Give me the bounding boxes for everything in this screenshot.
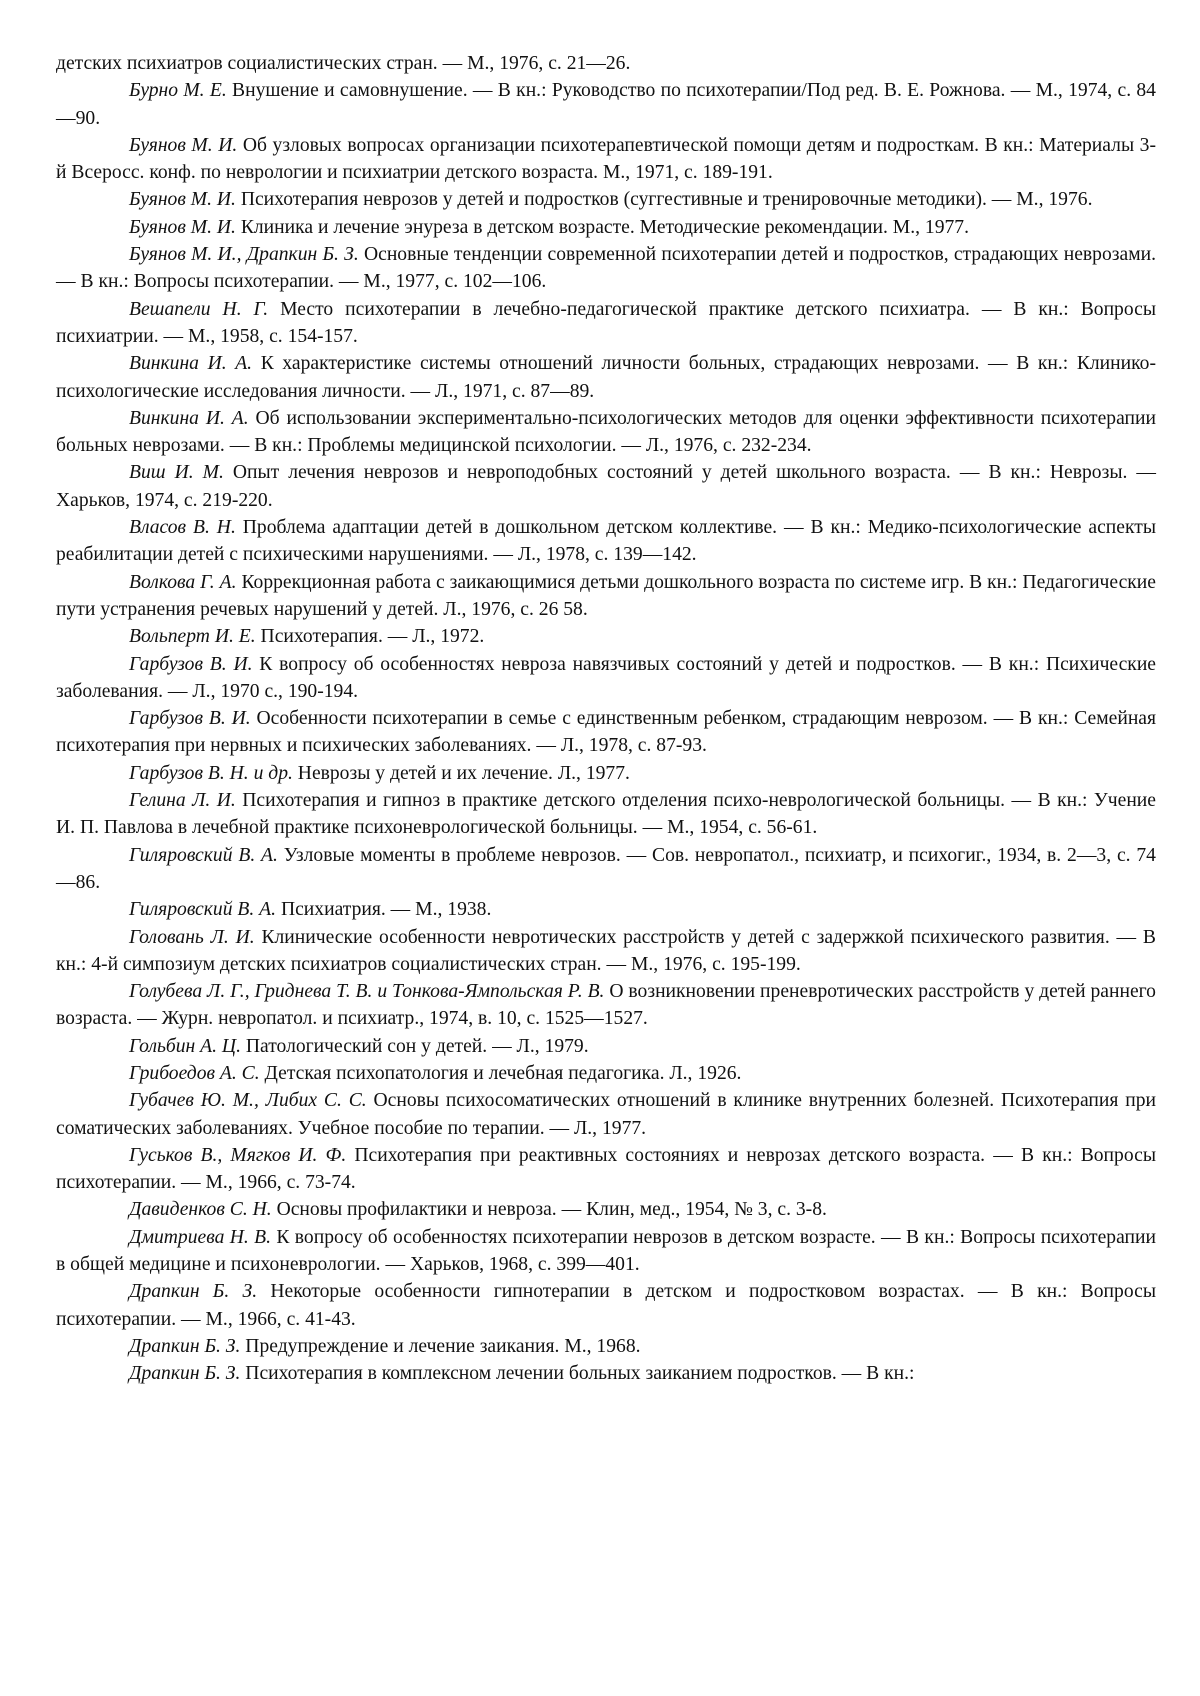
bibliography-entry-9 [56, 405, 1156, 460]
entry-author: Буянов М. И. [129, 216, 236, 238]
entry-author: Гиляровский В. А. [129, 844, 278, 866]
entry-author: Гарбузов В. И. [129, 708, 251, 730]
entry-text: К характеристике системы отношений личности больных, страдающих неврозами. — В кн.: Клинико-психологические исследования личности. — Л., 1971, с. 87—89. [56, 353, 1156, 402]
entry-text: Опыт лечения неврозов и неврoподобных состояний у детей школьного возраста. — В кн.: Неврозы. — Харьков, 1974, с. 219-220. [56, 462, 1157, 511]
entry-author: Гольбин А. Ц. [129, 1035, 241, 1057]
entry-text: Об использовании экспериментально-психологических методов для оценки эффективности психотерапии больных неврозами. — В кн.: Проблемы медицинской психологии. — Л., 1976, с. 232-234. [56, 407, 1156, 457]
entry-author: Гелина Л. И. [129, 790, 236, 812]
entry-text: Неврозы у детей и их лечение. Л., 1977. [292, 762, 630, 784]
entry-author: Винкина И. А. [129, 407, 249, 429]
entry-author: Виш И. М. [129, 462, 224, 484]
bibliography-entry-14 [56, 651, 1156, 706]
entry-text: Клинические особенности невротических расстройств у детей с задержкой психического развития. — В кн.: 4-й симпозиум детских психиатров социалистических стран. — М., 1976, с. 195-199. [56, 926, 1156, 975]
bibliography-entry-13 [56, 623, 1156, 650]
bibliography-entry-28 [56, 1278, 1156, 1333]
entry-author: Власов В. Н. [129, 517, 236, 539]
entry-text: Об узловых вопросах организации психотерапевтической помощи детям и подросткам. В кн.: Материалы 3-й Всеросс. конф. по неврологии и психиатрии детского возраста. М., 1971, с. 189-191. [56, 134, 1156, 184]
bibliography-entry-12 [56, 569, 1156, 624]
bibliography-entry-26 [56, 1196, 1156, 1223]
entry-author: Вешапели Н. Г. [129, 298, 269, 320]
bibliography-entry-2 [56, 77, 1156, 132]
entry-text: О возникновении преневротических расстройств у детей раннего возраста. — Журн. невропатол. и психиатр., 1974, в. 10, с. 1525—1527. [56, 981, 1156, 1030]
entry-author: Губачев Ю. М., Либих С. С. [129, 1090, 367, 1112]
entry-text: Основы психосоматических отношений в клинике внутренних болезней. Психотерапия при соматических заболеваниях. Учебное пособие по терапии. — Л., 1977. [56, 1090, 1156, 1139]
entry-author: Дмитриева Н. В. [129, 1226, 272, 1248]
entry-author: Винкина И. А. [129, 353, 253, 375]
entry-author: Бурно М. Е. [129, 80, 227, 102]
entry-text: Психиатрия. — М., 1938. [276, 899, 492, 921]
entry-text: Основы профилактики и невроза. — Клин, мед., 1954, № 3, с. 3-8. [271, 1199, 827, 1221]
bibliography-entry-5 [56, 214, 1156, 241]
entry-author: Гиляровский В. А. [129, 899, 277, 921]
entry-author: Гуськов В., Мягков И. Ф. [129, 1144, 347, 1166]
entry-author: Драпкин Б. З. [129, 1281, 258, 1303]
entry-author: Вольперт И. Е. [129, 626, 256, 648]
entry-text: Особенности психотерапии в семье с единственным ребенком, страдающим неврозом. — В кн.: Семейная психотерапия при нервных и психических заболеваниях. — Л., 1978, с. 87-93. [56, 708, 1157, 757]
bibliography-entry-22 [56, 1033, 1156, 1060]
bibliography-entry-24 [56, 1087, 1156, 1142]
bibliography-entry-4 [56, 186, 1156, 213]
entry-text: К вопросу об особенностях психотерапии неврозов в детском возрасте. — В кн.: Вопросы психотерапии в общей медицине и психоневрологии. — Харьков, 1968, с. 399—401. [56, 1226, 1156, 1276]
entry-text: Коррекционная работа с заикающимися детьми дошкольного возраста по системе игр. В кн.: Педагогические пути устранения речевых нарушений у детей. Л., 1976, с. 26 58. [56, 571, 1156, 620]
bibliography-entry-21 [56, 978, 1156, 1033]
entry-author: Волкова Г. А. [129, 571, 237, 593]
entry-text: Основные тенденции современной психотерапии детей и подростков, страдающих неврозами. — В кн.: Вопросы психотерапии. — М., 1977, с. 102—106. [56, 244, 1156, 293]
bibliography-entry-19 [56, 896, 1156, 923]
bibliography-entry-10 [56, 459, 1156, 514]
bibliography-entry-20 [56, 924, 1156, 979]
entry-text: детских психиатров социалистических стран. — М., 1976, с. 21—26. [56, 53, 631, 74]
entry-text: Патологический сон у детей. — Л., 1979. [240, 1035, 589, 1057]
bibliography-entry-30 [56, 1360, 1156, 1387]
entry-author: Буянов М. И. [129, 134, 238, 156]
entry-text: Психотерапия и гипноз в практике детского отделения психо-неврологической больницы. — В кн.: Учение И. П. Павлова в лечебной практике психоневрологической больницы. — М., 1954, с. 56-61. [56, 790, 1156, 839]
bibliography-entry-23 [56, 1060, 1156, 1087]
entry-author: Драпкин Б. З. [129, 1335, 241, 1357]
entry-author: Буянов М. И., Драпкин Б. З. [129, 244, 359, 266]
entry-text: Клиника и лечение энуреза в детском возрасте. Методические рекомендации. М., 1977. [235, 216, 969, 238]
entry-text: Психотерапия в комплексном лечении больных заиканием подростков. — В кн.: [240, 1363, 915, 1385]
entry-author: Головань Л. И. [129, 926, 255, 948]
bibliography-entry-11 [56, 514, 1156, 569]
bibliography-entry-1 [56, 50, 1156, 77]
entry-author: Буянов М. И. [129, 189, 236, 211]
bibliography-entry-8 [56, 350, 1156, 405]
entry-text: Проблема адаптации детей в дошкольном детском коллективе. — В кн.: Медико-психологические аспекты реабилитации детей с психическими нарушениями. — Л., 1978, с. 139—142. [56, 517, 1156, 566]
entry-text: Предупреждение и лечение заикания. М., 1968. [240, 1335, 641, 1357]
entry-text: Детская психопатология и лечебная педагогика. Л., 1926. [259, 1062, 742, 1084]
entry-author: Грибоедов А. С. [129, 1062, 260, 1084]
entry-text: Внушение и самовнушение. — В кн.: Руководство по психотерапии/Под ред. В. Е. Рожнова. — М., 1974, с. 84—90. [56, 80, 1156, 129]
entry-text: Психотерапия при реактивных состояниях и неврозах детского возраста. — В кн.: Вопросы психотерапии. — М., 1966, с. 73-74. [56, 1144, 1156, 1194]
entry-author: Голубева Л. Г., Гриднева Т. В. и Тонкова-Ямпольская Р. В. [129, 981, 605, 1003]
entry-text: К вопросу об особенностях невроза навязчивых состояний у детей и подростков. — В кн.: Психические заболевания. — Л., 1970 с., 190-194. [56, 653, 1157, 702]
bibliography-entry-27 [56, 1224, 1156, 1279]
entry-text: Место психотерапии в лечебно-педагогической практике детского психиатра. — В кн.: Вопросы психиатрии. — М., 1958, с. 154-157. [56, 298, 1156, 347]
bibliography-entry-3 [56, 132, 1156, 187]
entry-text: Некоторые особенности гипнотерапии в детском и подростковом возрастах. — В кн.: Вопросы психотерапии. — М., 1966, с. 41-43. [56, 1281, 1156, 1330]
bibliography-entry-16 [56, 760, 1156, 787]
entry-author: Гарбузов В. Н. и др. [129, 762, 293, 784]
entry-author: Гарбузов В. И. [129, 653, 253, 675]
bibliography-entry-18 [56, 842, 1156, 897]
entry-text: Психотерапия неврозов у детей и подростков (суггестивные и тренировочные методики). — М., 1976. [235, 189, 1093, 211]
bibliography-entry-7 [56, 296, 1156, 351]
bibliography-entry-15 [56, 705, 1156, 760]
entry-text: Психотерапия. — Л., 1972. [255, 626, 485, 648]
bibliography-entry-6 [56, 241, 1156, 296]
bibliography-entry-29 [56, 1333, 1156, 1360]
entry-author: Давиденков С. Н. [129, 1199, 272, 1221]
bibliography-entry-25 [56, 1142, 1156, 1197]
bibliography-entry-17 [56, 787, 1156, 842]
bibliography-page [56, 50, 1156, 1388]
entry-text: Узловые моменты в проблеме неврозов. — Сов. невропатол., психиатр, и психогиг., 1934, в. 2—3, с. 74—86. [56, 844, 1156, 893]
entry-author: Драпкин Б. З. [129, 1363, 241, 1385]
